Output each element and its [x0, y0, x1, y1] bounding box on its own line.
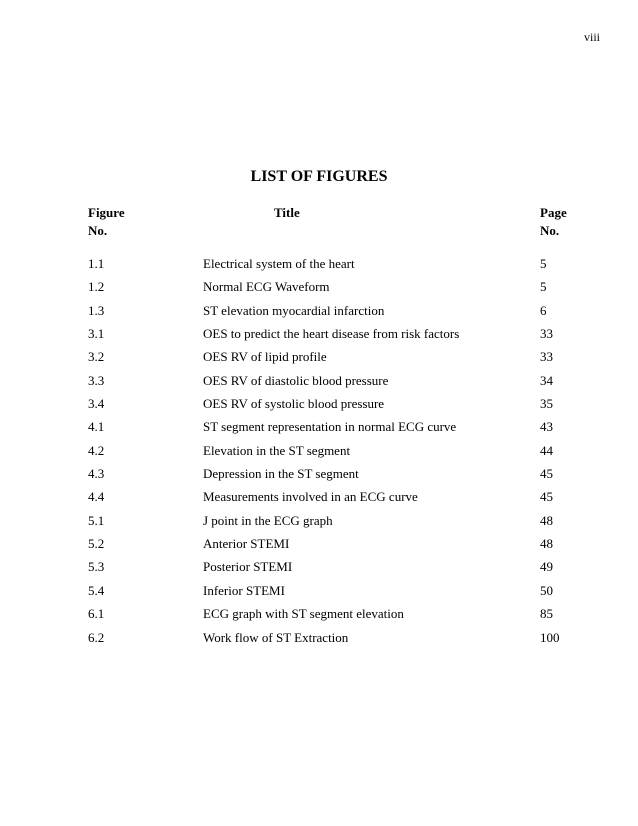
- figure-number: 5.4: [88, 582, 105, 598]
- figure-number: 3.1: [88, 326, 105, 342]
- figure-number: 5.2: [88, 536, 105, 552]
- figure-title: Electrical system of the heart: [203, 256, 355, 271]
- page-no-header: [540, 204, 580, 240]
- figure-page-number: 50: [540, 582, 553, 598]
- list-item: [88, 513, 578, 536]
- figure-page-number: 34: [540, 372, 553, 388]
- figure-title: OES to predict the heart disease from risk factors: [203, 326, 460, 342]
- figure-number: 3.2: [88, 349, 105, 365]
- page-header-line1: Page: [540, 205, 567, 220]
- figure-number: 1.3: [88, 302, 105, 318]
- figure-title: OES RV of systolic blood pressure: [203, 396, 385, 412]
- list-item: [88, 466, 578, 489]
- figure-number: 3.3: [88, 372, 105, 388]
- figure-page-number: 48: [540, 536, 553, 552]
- figure-page-number: 35: [540, 396, 553, 412]
- figure-number: 5.1: [88, 512, 105, 528]
- figure-page-number: 44: [540, 442, 553, 458]
- figure-number: 4.2: [88, 442, 105, 458]
- list-item: [88, 419, 578, 442]
- list-item: [88, 583, 578, 606]
- list-item: [88, 396, 578, 419]
- list-item: [88, 489, 578, 512]
- figure-number: 6.1: [88, 606, 105, 622]
- list-item: [88, 326, 578, 349]
- figure-no-header: [88, 204, 148, 240]
- figure-page-number: 6: [540, 302, 547, 318]
- figure-number: 5.3: [88, 559, 105, 575]
- page-number: viii: [583, 30, 600, 44]
- figure-page-number: 43: [540, 419, 553, 435]
- list-item: [88, 630, 578, 653]
- figure-header-line2: No.: [88, 223, 108, 238]
- figure-title: OES RV of lipid profile: [203, 349, 327, 365]
- figure-list: [88, 256, 578, 653]
- figure-page-number: 33: [540, 326, 553, 342]
- list-item: [88, 606, 578, 629]
- figure-title: Posterior STEMI: [203, 559, 293, 575]
- figure-page-number: 49: [540, 559, 553, 575]
- figure-page-number: 5: [540, 279, 547, 295]
- figure-title: J point in the ECG graph: [203, 512, 333, 528]
- list-item: [88, 559, 578, 582]
- figure-title: ST segment representation in normal ECG curve: [203, 419, 457, 435]
- figure-page-number: 45: [540, 466, 553, 482]
- list-item: [88, 349, 578, 372]
- figure-page-number: 100: [540, 629, 560, 645]
- figure-page-number: 85: [540, 606, 553, 622]
- figure-title: Anterior STEMI: [203, 536, 290, 552]
- title-header: Title: [274, 205, 300, 220]
- page-header-line2: No.: [540, 223, 560, 238]
- list-item: [88, 256, 578, 279]
- figure-title: Depression in the ST segment: [203, 466, 359, 482]
- figure-number: 4.3: [88, 466, 105, 482]
- list-item: [88, 373, 578, 396]
- list-item: [88, 536, 578, 559]
- page-title: LIST OF FIGURES: [250, 168, 388, 185]
- figure-title: Measurements involved in an ECG curve: [203, 489, 418, 505]
- figure-number: 6.2: [88, 629, 105, 645]
- figure-number: 4.1: [88, 419, 105, 435]
- figure-page-number: 45: [540, 489, 553, 505]
- list-item: [88, 279, 578, 302]
- list-item: [88, 443, 578, 466]
- figure-number: 1.2: [88, 279, 105, 295]
- figure-title: OES RV of diastolic blood pressure: [203, 372, 389, 388]
- figure-page-number: 48: [540, 512, 553, 528]
- figure-title: Inferior STEMI: [203, 582, 285, 598]
- figure-title: ST elevation myocardial infarction: [203, 302, 385, 318]
- figure-title: Elevation in the ST segment: [203, 442, 351, 458]
- figure-header-line1: Figure: [88, 205, 125, 220]
- figure-number: 4.4: [88, 489, 105, 505]
- figure-page-number: 33: [540, 349, 553, 365]
- figure-number: 3.4: [88, 396, 105, 412]
- list-item: [88, 303, 578, 326]
- figure-title: Work flow of ST Extraction: [203, 629, 349, 645]
- figure-title: ECG graph with ST segment elevation: [203, 606, 404, 622]
- figure-number: 1.1: [88, 256, 105, 271]
- figure-page-number: 5: [540, 256, 547, 271]
- figure-title: Normal ECG Waveform: [203, 279, 330, 295]
